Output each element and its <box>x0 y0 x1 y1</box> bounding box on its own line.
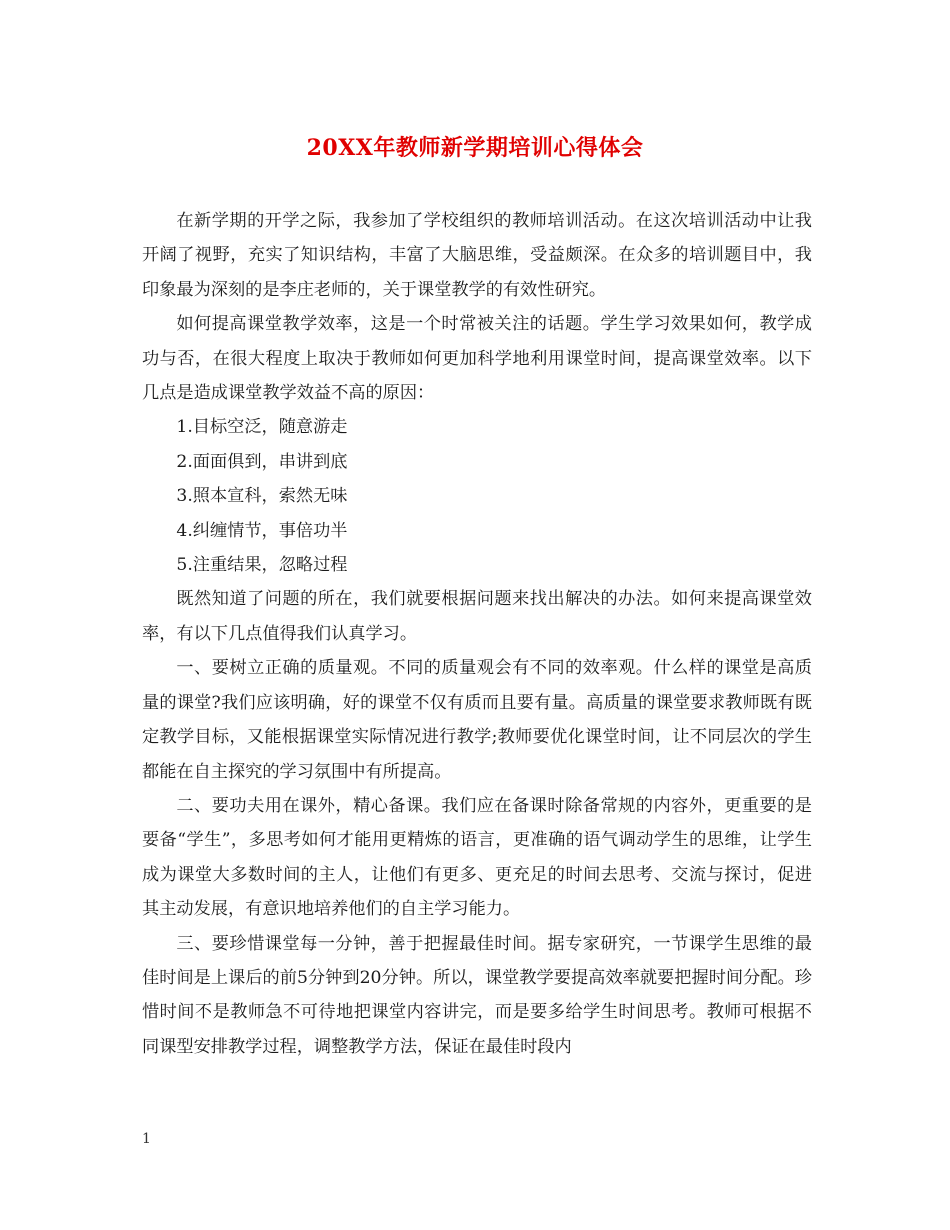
list-item-1: 1.目标空泛，随意游走 <box>176 417 348 438</box>
page-number: 1 <box>142 1131 151 1147</box>
paragraph-efficiency-question: 如何提高课堂教学效率，这是一个时常被关注的话题。学生学习效果如何，教学成功与否，在很大程度上取决于教师如何更加科学地利用课堂时间，提高课堂效率。以下几点是造成课堂教学效益不高的原因： <box>142 314 812 404</box>
list-item-3: 3.照本宣科，索然无味 <box>176 486 348 507</box>
document-body <box>142 204 812 1064</box>
paragraph-solution-intro: 既然知道了问题的所在，我们就要根据问题来找出解决的办法。如何来提高课堂效率，有以下几点值得我们认真学习。 <box>142 589 812 644</box>
paragraph-point-1: 一、要树立正确的质量观。不同的质量观会有不同的效率观。什么样的课堂是高质量的课堂?我们应该明确，好的课堂不仅有质而且要有量。高质量的课堂要求教师既有既定教学目标，又能根据课堂实际情况进行教学;教师要优化课堂时间，让不同层次的学生都能在自主探究的学习氛围中有所提高。 <box>142 658 812 782</box>
paragraph-point-3: 三、要珍惜课堂每一分钟，善于把握最佳时间。据专家研究，一节课学生思维的最佳时间是上课后的前5分钟到20分钟。所以，课堂教学要提高效率就要把握时间分配。珍惜时间不是教师急不可待地把课堂内容讲完，而是要多给学生时间思考。教师可根据不同课型安排教学过程，调整教学方法，保证在最佳时段内 <box>142 933 812 1057</box>
list-item-2: 2.面面俱到，串讲到底 <box>176 451 348 472</box>
document-title: 20XX年教师新学期培训心得体会 <box>306 135 644 161</box>
list-item-4: 4.纠缠情节，事倍功半 <box>176 520 348 541</box>
list-item-5: 5.注重结果，忽略过程 <box>176 555 348 576</box>
paragraph-intro: 在新学期的开学之际，我参加了学校组织的教师培训活动。在这次培训活动中让我开阔了视野，充实了知识结构，丰富了大脑思维，受益颇深。在众多的培训题目中，我印象最为深刻的是李庄老师的，关于课堂教学的有效性研究。 <box>142 211 812 300</box>
paragraph-point-2: 二、要功夫用在课外，精心备课。我们应在备课时除备常规的内容外，更重要的是要备“学生”，多思考如何才能用更精炼的语言，更准确的语气调动学生的思维，让学生成为课堂大多数时间的主人，让他们有更多、更充足的时间去思考、交流与探讨，促进其主动发展，有意识地培养他们的自主学习能力。 <box>142 795 812 920</box>
